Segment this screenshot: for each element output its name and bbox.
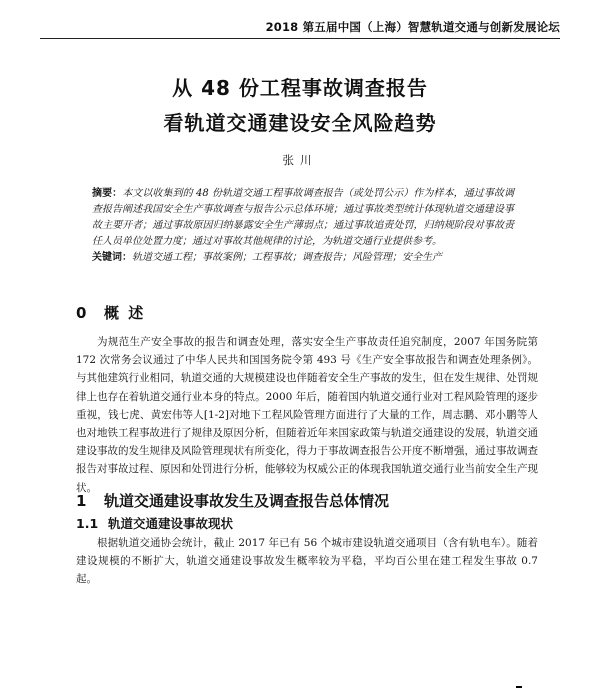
section-1-number: 1 bbox=[76, 492, 87, 510]
section-1-1-heading bbox=[76, 514, 233, 532]
abstract bbox=[92, 186, 514, 250]
section-1-1-title: 轨道交通建设事故现状 bbox=[108, 516, 234, 531]
section-1-1-paragraph: 根据轨道交通协会统计，截止 2017 年已有 56 个城市建设轨道交通项目（含有轨电车）。随着建设规模的不断扩大，轨道交通建设事故发生概率较为平稳，平均百公里在建工程发生事故 0.7 起。 bbox=[76, 537, 538, 586]
section-1-1-number: 1.1 bbox=[76, 516, 99, 531]
author: 张川 bbox=[282, 153, 318, 167]
keywords-label: 关键词： bbox=[92, 252, 132, 263]
section-1-heading bbox=[76, 490, 389, 511]
section-0-heading bbox=[76, 302, 145, 323]
abstract-text: 本文以收集到的 48 份轨道交通工程事故调查报告（或处罚公示）作为样本，通过事故调查报告阐述我国安全生产事故调查与报告公示总体环境；通过事故类型统计体现轨道交通建设事故主要开者；通过事故原因归纳暴露安全生产薄弱点；通过事故追责处罚，归纳规阶段对事故责任人员单位处置力度；通过对事故其他规律的讨论，为轨道交通行业提供参考。 bbox=[92, 188, 514, 247]
header-rule bbox=[40, 38, 560, 39]
page-corner-mark bbox=[516, 686, 522, 694]
running-header: 2018 第五届中国（上海）智慧轨道交通与创新发展论坛 bbox=[265, 20, 560, 34]
section-0-number: 0 bbox=[76, 304, 89, 322]
keywords-text: 轨道交通工程；事故案例；工程事故；调查报告；风险管理；安全生产 bbox=[132, 252, 442, 263]
title-line-1: 从 48 份工程事故调查报告 bbox=[172, 76, 428, 100]
section-0-title: 概 述 bbox=[104, 304, 146, 322]
keywords bbox=[92, 250, 514, 266]
title-line-2: 看轨道交通建设安全风险趋势 bbox=[163, 111, 437, 135]
section-1-title: 轨道交通建设事故发生及调查报告总体情况 bbox=[104, 492, 390, 510]
section-0-paragraph: 为规范生产安全事故的报告和调查处理，落实安全生产事故责任追究制度，2007 年国务院第 172 次常务会议通过了中华人民共和国国务院令第 493 号《生产安全事故报告和调查处理条例》。与其他建筑行业相同，轨道交通的大规模建设也伴随着安全生产事故的发生，但在发生规律、处罚规律上也存在着轨道交通行业本身的特点。2000 年后，随着国内轨道交通行业对工程风险管理的逐步重视，钱七虎、黄宏伟等人[1-2]对地下工程风险管理方面进行了大量的工作，周志鹏、邓小鹏等人也对地铁工程事故进行了规律及原因分析，但随着近年来国家政策与轨道交通建设的发展，轨道交通建设事故的发生规律及风险管理现状有所变化，得力于事故调查报告公开度不断增强，通过事故调查报告对事故过程、原因和处罚进行分析，能够较为权威公正的体现我国轨道交通行业当前安全生产现状。 bbox=[76, 336, 538, 494]
abstract-label: 摘要： bbox=[92, 188, 123, 199]
abstract-block bbox=[92, 186, 514, 266]
